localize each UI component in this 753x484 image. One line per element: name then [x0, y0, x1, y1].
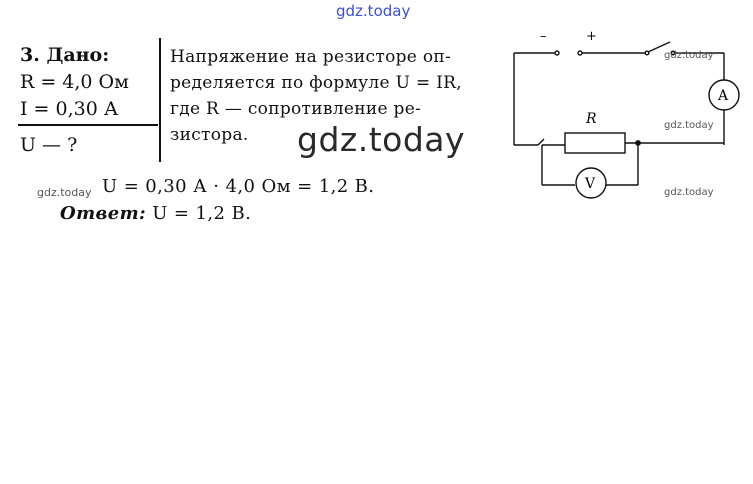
vertical-divider-line: [159, 38, 161, 162]
plus-terminal: [578, 51, 582, 55]
voltmeter-label: V: [585, 176, 596, 192]
explanation-line-2: ределяется по формуле U = IR,: [170, 73, 462, 93]
answer-value: U = 1,2 В.: [152, 203, 252, 224]
junction-tick: [538, 139, 544, 145]
resistor-label: R: [586, 111, 597, 127]
explanation-line-4: зистора.: [170, 125, 249, 145]
circuit-diagram: [500, 20, 753, 205]
ammeter-label: A: [718, 88, 729, 104]
given-current: I = 0,30 А: [20, 98, 119, 120]
answer-label: Ответ:: [60, 203, 147, 224]
watermark-center: gdz.today: [297, 120, 466, 159]
watermark-circuit-3: gdz.today: [664, 187, 714, 198]
watermark-circuit-1: gdz.today: [664, 50, 714, 61]
explanation-line-1: Напряжение на резисторе оп-: [170, 47, 452, 67]
solution-formula: U = 0,30 А · 4,0 Ом = 1,2 В.: [102, 176, 375, 197]
minus-terminal: [555, 51, 559, 55]
resistor-box: [565, 133, 625, 153]
watermark-top: gdz.today: [336, 2, 411, 20]
given-heading: 3. Дано:: [20, 44, 110, 66]
minus-label: –: [540, 29, 547, 44]
given-divider-line: [18, 124, 158, 126]
plus-label: +: [586, 29, 597, 44]
answer-line: [60, 203, 251, 224]
find-unknown: U — ?: [20, 134, 78, 156]
given-resistance: R = 4,0 Ом: [20, 71, 129, 93]
watermark-circuit-2: gdz.today: [664, 120, 714, 131]
explanation-line-3: где R — сопротивление ре-: [170, 99, 422, 119]
watermark-left: gdz.today: [37, 186, 92, 199]
